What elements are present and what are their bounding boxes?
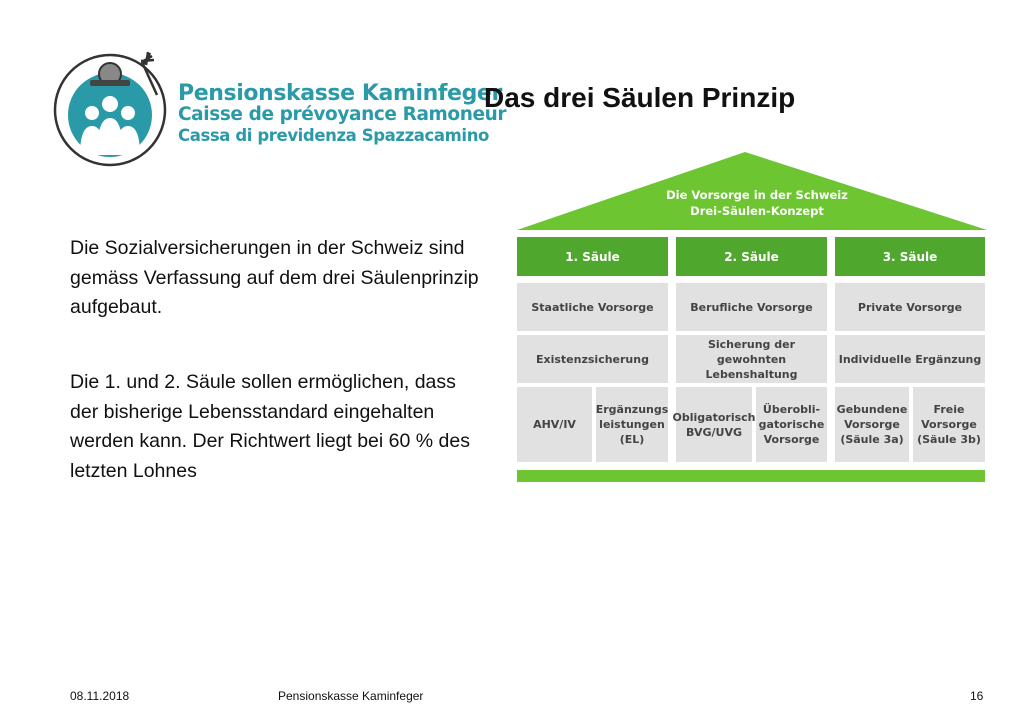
pillar-2-purpose: Sicherung der gewohnten Lebenshaltung: [676, 335, 827, 383]
footer-organization: Pensionskasse Kaminfeger: [278, 689, 424, 703]
pillar-3-type: Private Vorsorge: [835, 283, 985, 331]
logo-line-2: Caisse de prévoyance Ramoneur: [178, 104, 507, 125]
pillar-2-right: Überobli- gatorische Vorsorge: [756, 387, 827, 462]
pillar-2-header: 2. Säule: [676, 237, 827, 276]
slide-title: Das drei Säulen Prinzip: [484, 82, 796, 113]
diagram-roof: [517, 150, 987, 232]
pillar-1-left: AHV/IV: [517, 387, 592, 462]
roof-title: Die Vorsorge in der Schweiz: [666, 188, 848, 202]
paragraph-constitution: Die Sozialversicherungen in der Schweiz sind gemäss Verfassung auf dem drei Säulenprinzip aufgebaut.: [70, 237, 479, 318]
paragraph-living-standard: Die 1. und 2. Säule sollen ermöglichen, dass der bisherige Lebensstandard eingehalten werden kann. Der Richtwert liegt bei 60 % des letzten Lohnes: [70, 371, 470, 482]
pillar-3-left: Gebundene Vorsorge (Säule 3a): [835, 387, 909, 462]
pillar-1-header: 1. Säule: [517, 237, 668, 276]
pillar-1-right: Ergänzungs leistungen (EL): [596, 387, 668, 462]
logo-line-1: Pensionskasse Kaminfeger: [178, 81, 502, 106]
three-pillar-diagram: [517, 150, 987, 485]
pillar-2-left: Obligatorisch BVG/UVG: [676, 387, 752, 462]
roof-subtitle: Drei-Säulen-Konzept: [690, 204, 824, 218]
logo-line-3: Cassa di previdenza Spazzacamino: [178, 126, 489, 145]
pillar-3-header: 3. Säule: [835, 237, 985, 276]
pillar-3-right: Freie Vorsorge (Säule 3b): [913, 387, 985, 462]
diagram-foundation: [517, 470, 985, 482]
logo-wordmark: [178, 83, 506, 146]
pillar-1-type: Staatliche Vorsorge: [517, 283, 668, 331]
footer-page-number: 16: [970, 689, 984, 703]
pillar-1-purpose: Existenzsicherung: [517, 335, 668, 383]
footer-date: 08.11.2018: [70, 689, 130, 703]
pillar-2-type: Berufliche Vorsorge: [676, 283, 827, 331]
pillar-3-purpose: Individuelle Ergänzung: [835, 335, 985, 383]
logo-emblem: [52, 50, 170, 168]
